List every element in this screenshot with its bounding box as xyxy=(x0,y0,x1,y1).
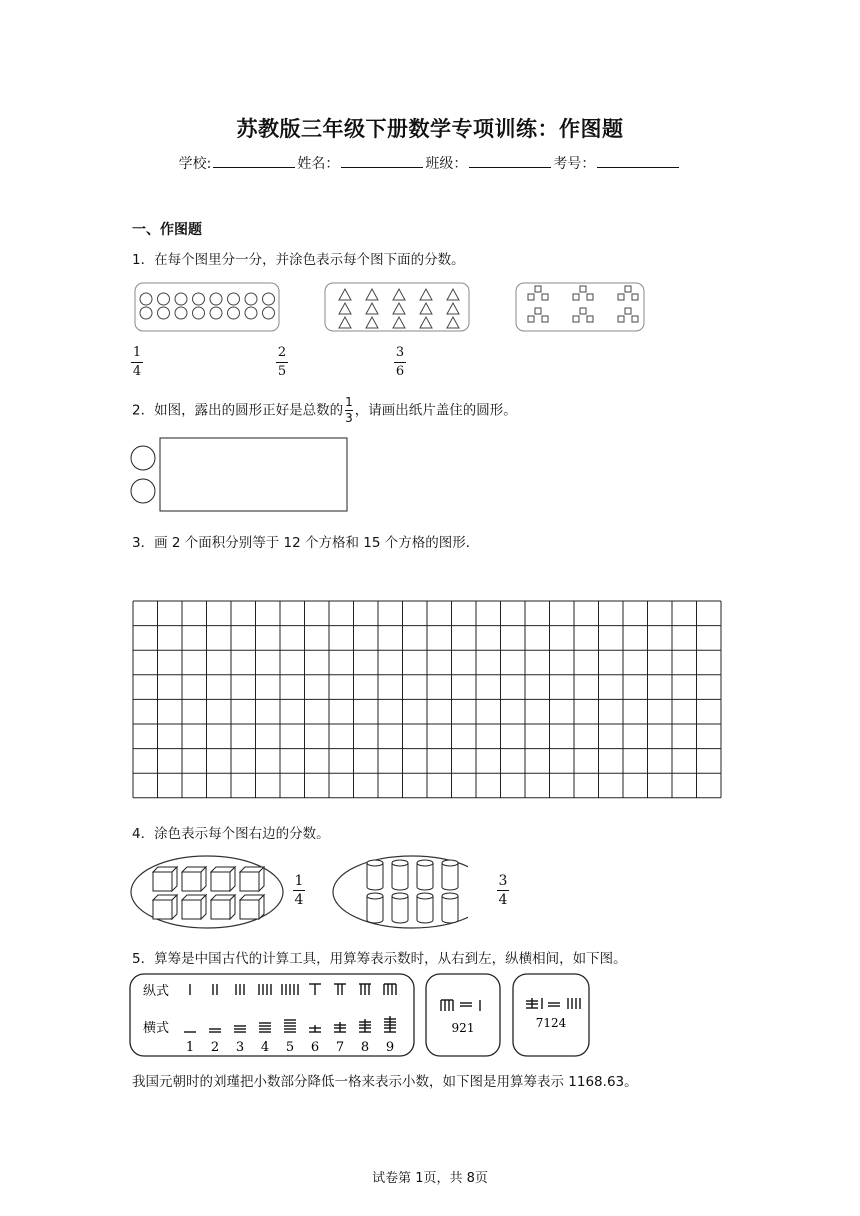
q2-paper xyxy=(160,438,347,511)
triangle-shape xyxy=(393,317,405,328)
q1-fraction-3: 3 6 xyxy=(395,345,405,379)
cube-front xyxy=(211,872,230,891)
square-shape xyxy=(528,294,534,300)
digit-label: 6 xyxy=(310,1040,320,1055)
vertical-label: 纵式 xyxy=(143,984,170,999)
cylinder-top xyxy=(367,860,383,866)
q1-fraction-2: 2 5 xyxy=(277,345,287,379)
square-shape xyxy=(580,308,586,314)
cylinder-top xyxy=(442,893,458,899)
q1-figures xyxy=(130,280,650,336)
q2-text: 2．如图，露出的圆形正好是总数的 $\frac{1}{3}$ ，请画出纸片盖住的圆形。 xyxy=(132,395,517,425)
q3-text: 3．画 2 个面积分别等于 12 个方格和 15 个方格的图形． xyxy=(132,535,480,551)
exam-no-label: 考号： xyxy=(553,156,596,172)
school-label: 学校: xyxy=(178,156,212,172)
cylinder-body xyxy=(417,863,433,890)
class-label: 班级： xyxy=(425,156,468,172)
square-shape xyxy=(625,308,631,314)
square-shape xyxy=(573,294,579,300)
triangle-shape xyxy=(447,317,459,328)
cube-side xyxy=(259,867,264,891)
cube-side xyxy=(201,867,206,891)
q5-counting-rods xyxy=(128,970,594,1060)
cylinder-body xyxy=(442,896,458,923)
circle-shape xyxy=(210,307,222,319)
digit-label: 7 xyxy=(335,1040,345,1055)
triangle-shape xyxy=(420,317,432,328)
square-shape xyxy=(535,308,541,314)
cube-side xyxy=(259,895,264,919)
circle-shape xyxy=(210,293,222,305)
student-info-line xyxy=(0,153,860,173)
q4-cubes xyxy=(153,867,264,919)
q2-figure xyxy=(128,436,352,514)
square-shape xyxy=(535,286,541,292)
page-title: 苏教版三年级下册数学专项训练：作图题 xyxy=(236,117,624,141)
square-shape xyxy=(625,286,631,292)
square-shape xyxy=(580,286,586,292)
square-shape xyxy=(632,316,638,322)
cylinder-body xyxy=(392,863,408,890)
cylinder-top xyxy=(392,860,408,866)
square-shape xyxy=(587,316,593,322)
cube-side xyxy=(201,895,206,919)
square-shape xyxy=(587,294,593,300)
example-921: 921 xyxy=(451,1021,475,1035)
q1-circles xyxy=(140,293,275,319)
cylinder-body xyxy=(367,896,383,923)
cylinder-body xyxy=(392,896,408,923)
square-shape xyxy=(618,316,624,322)
triangle-shape xyxy=(339,303,351,314)
cube-side xyxy=(172,895,177,919)
digit-label: 9 xyxy=(385,1040,395,1055)
q2-circle-top xyxy=(131,446,155,470)
square-shape xyxy=(542,316,548,322)
square-shape xyxy=(528,316,534,322)
q2-circle-bottom xyxy=(131,479,155,503)
triangle-shape xyxy=(366,303,378,314)
triangle-shape xyxy=(366,317,378,328)
q1-fraction-1: 1 4 xyxy=(132,345,142,379)
cylinder-body xyxy=(367,863,383,890)
name-blank[interactable] xyxy=(341,155,423,168)
cylinder-body xyxy=(417,896,433,923)
cylinder-top xyxy=(417,860,433,866)
circle-shape xyxy=(140,307,152,319)
triangle-shape xyxy=(420,303,432,314)
square-shape xyxy=(618,294,624,300)
square-shape xyxy=(573,316,579,322)
digit-label: 4 xyxy=(260,1040,270,1055)
cube-front xyxy=(153,900,172,919)
cylinder-top xyxy=(417,893,433,899)
circle-shape xyxy=(175,307,187,319)
horizontal-label: 横式 xyxy=(143,1021,170,1036)
digit-label: 2 xyxy=(210,1040,220,1055)
triangle-shape xyxy=(447,303,459,314)
circle-shape xyxy=(193,307,205,319)
circle-shape xyxy=(263,307,275,319)
q5-text: 5．算筹是中国古代的计算工具，用算筹表示数时，从右到左，纵横相间，如下图。 xyxy=(132,951,627,967)
triangle-shape xyxy=(393,289,405,300)
exam-no-blank[interactable] xyxy=(597,155,679,168)
section-title: 一、作图题 xyxy=(132,222,202,238)
digit-label: 1 xyxy=(185,1040,195,1055)
cube-front xyxy=(211,900,230,919)
square-shape xyxy=(542,294,548,300)
class-blank[interactable] xyxy=(469,155,551,168)
page-footer: 试卷第 1页，共 8页 xyxy=(372,1171,488,1186)
q5-followup-text: 我国元朝时的刘瑾把小数部分降低一格来表示小数，如下图是用算筹表示 1168.63。 xyxy=(132,1074,638,1090)
cube-side xyxy=(230,895,235,919)
digit-label: 5 xyxy=(285,1040,295,1055)
name-label: 姓名： xyxy=(297,156,340,172)
square-shape xyxy=(632,294,638,300)
cube-front xyxy=(182,900,201,919)
cylinder-body xyxy=(442,863,458,890)
example-7124: 7124 xyxy=(535,1016,567,1030)
q3-grid[interactable] xyxy=(132,600,726,802)
triangle-shape xyxy=(447,289,459,300)
triangle-shape xyxy=(393,303,405,314)
q2-fraction: $\frac{1}{3}$ xyxy=(345,395,353,425)
circle-shape xyxy=(140,293,152,305)
circle-shape xyxy=(228,293,240,305)
cube-front xyxy=(240,872,259,891)
digit-label: 8 xyxy=(360,1040,370,1055)
school-blank[interactable] xyxy=(213,155,295,168)
circle-shape xyxy=(158,307,170,319)
circle-shape xyxy=(193,293,205,305)
triangle-shape xyxy=(339,317,351,328)
triangle-shape xyxy=(339,289,351,300)
cube-side xyxy=(172,867,177,891)
circle-shape xyxy=(175,293,187,305)
triangle-shape xyxy=(420,289,432,300)
circle-shape xyxy=(158,293,170,305)
q4-text: 4．涂色表示每个图右边的分数。 xyxy=(132,826,330,842)
q1-squares xyxy=(528,286,638,322)
circle-shape xyxy=(263,293,275,305)
circle-shape xyxy=(245,293,257,305)
q4-cylinders xyxy=(367,860,458,923)
cylinder-top xyxy=(442,860,458,866)
q4-fraction-2: 3 4 xyxy=(498,873,508,908)
triangle-shape xyxy=(366,289,378,300)
cylinder-top xyxy=(367,893,383,899)
digit-label: 3 xyxy=(235,1040,245,1055)
circle-shape xyxy=(245,307,257,319)
q4-fraction-1: 1 4 xyxy=(294,873,304,908)
cube-side xyxy=(230,867,235,891)
q1-text: 1．在每个图里分一分，并涂色表示每个图下面的分数。 xyxy=(132,252,465,268)
q1-triangles xyxy=(339,289,459,328)
cube-front xyxy=(153,872,172,891)
cube-front xyxy=(240,900,259,919)
cube-front xyxy=(182,872,201,891)
cylinder-top xyxy=(392,893,408,899)
circle-shape xyxy=(228,307,240,319)
